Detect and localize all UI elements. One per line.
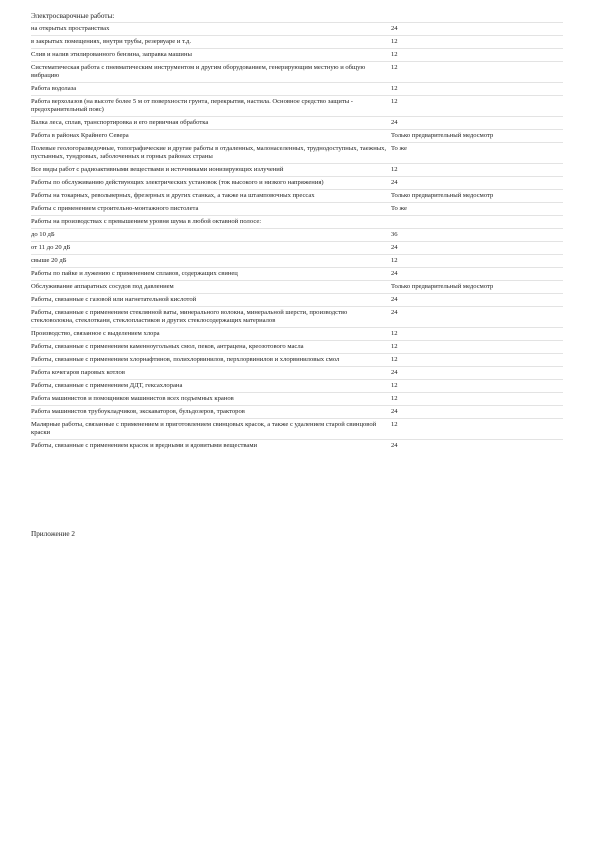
- period-cell: 24: [391, 369, 398, 376]
- table-row: [31, 176, 563, 189]
- table-row: [31, 116, 563, 129]
- period-cell: 24: [391, 25, 398, 32]
- table-row: [31, 61, 563, 82]
- period-cell: 12: [391, 356, 398, 363]
- period-cell: 12: [391, 85, 398, 92]
- table-row: [31, 379, 563, 392]
- period-cell: 12: [391, 257, 398, 264]
- table-row: [31, 366, 563, 379]
- work-type-cell: Работы, связанные с применением каменноугольных смол, пеков, антрацена, креозотового масла: [31, 343, 304, 350]
- table-row: [31, 228, 563, 241]
- work-type-cell: Работы по обслуживанию действующих электрических установок (ток высокого и низкого напряжения): [31, 179, 324, 186]
- work-type-cell: Работы на токарных, револьверных, фрезерных и других станках, а также на штамповочных прессах: [31, 192, 315, 199]
- work-type-cell: Работа в районах Крайнего Севера: [31, 132, 129, 139]
- work-type-cell: Работа машинистов и помощников машинистов всех подъемных кранов: [31, 395, 234, 402]
- table-row: [31, 35, 563, 48]
- period-cell: Только предварительный медосмотр: [391, 192, 494, 199]
- work-type-cell: Все виды работ с радиоактивными веществами и источниками ионизирующих излучений: [31, 166, 284, 173]
- work-type-cell: Работа верхолазов (на высоте более 5 м от поверхности грунта, перекрытия, настила. Основное средство защиты - предохранительный пояс): [31, 98, 354, 113]
- table-row: [31, 189, 563, 202]
- table-row: [31, 340, 563, 353]
- period-cell: 24: [391, 244, 398, 251]
- period-cell: 12: [391, 166, 398, 173]
- period-cell: 12: [391, 38, 398, 45]
- table-row: [31, 392, 563, 405]
- period-cell: 12: [391, 382, 398, 389]
- section-heading: Электросварочные работы:: [31, 12, 115, 20]
- table-row: [31, 142, 563, 163]
- table-row: [31, 306, 563, 327]
- table-row: [31, 353, 563, 366]
- work-type-cell: Работа кочегаров паровых котлов: [31, 369, 125, 376]
- work-type-cell: Работы, связанные с применением красок и вредными и ядовитыми веществами: [31, 442, 258, 449]
- appendix-label: Приложение 2: [31, 530, 75, 538]
- period-cell: 24: [391, 408, 398, 415]
- period-cell: Только предварительный медосмотр: [391, 132, 494, 139]
- period-cell: 12: [391, 51, 398, 58]
- table-row: [31, 293, 563, 306]
- period-cell: 12: [391, 330, 398, 337]
- table-row: [31, 280, 563, 293]
- period-cell: Только предварительный медосмотр: [391, 283, 494, 290]
- work-type-cell: Работа водолаза: [31, 85, 77, 92]
- work-type-cell: Работы, связанные с применением хлорнафтинов, полихлорвинилов, перхлорвинилов и хлорвиниловых смол: [31, 356, 340, 363]
- period-cell: 24: [391, 119, 398, 126]
- work-type-cell: от 11 до 20 дБ: [31, 244, 71, 251]
- work-type-cell: в закрытых помещениях, внутри трубы, резервуаре и т.д.: [31, 38, 192, 45]
- work-type-cell: Работы, связанные с применением ДДТ, гексахлорана: [31, 382, 183, 389]
- table-row: [31, 48, 563, 61]
- table-row: [31, 267, 563, 280]
- work-type-cell: Валка леса, сплав, транспортировка и его первичная обработка: [31, 119, 209, 126]
- period-cell: 24: [391, 309, 398, 316]
- table-row: [31, 129, 563, 142]
- table-row: [31, 163, 563, 176]
- work-type-cell: Работы на производствах с превышением уровня шума в любой октавной полосе:: [31, 218, 262, 225]
- work-type-cell: Работы, связанные с применением стеклянной ваты, минерального волокна, минеральной шерсти, производство стекловолокна, стеклоткани, стеклопластиков и других стеклосодержащих материалов: [31, 309, 348, 324]
- work-periodicity-table: [31, 22, 563, 452]
- period-cell: [391, 218, 563, 226]
- work-type-cell: Малярные работы, связанные с применением и приготовлением свинцовых красок, а также с удалением старой свинцовой краски: [31, 421, 377, 436]
- work-type-cell: Обслуживание аппаратных сосудов под давлением: [31, 283, 174, 290]
- table-row: [31, 439, 563, 452]
- period-cell: То же: [391, 205, 407, 212]
- work-type-cell: Систематическая работа с пневматическим инструментом и другим оборудованием, генерирующим местную и общую вибрацию: [31, 64, 366, 79]
- period-cell: 36: [391, 231, 398, 238]
- work-type-cell: на открытых пространствах: [31, 25, 110, 32]
- work-type-cell: Работы, связанные с газовой или нагнетательной кислотой: [31, 296, 197, 303]
- table-row: [31, 418, 563, 439]
- period-cell: 12: [391, 343, 398, 350]
- work-type-cell: до 10 дБ: [31, 231, 55, 238]
- work-type-cell: Полевые геологоразведочные, топографические и другие работы в отдаленных, малонаселенных, труднодоступных, таежных, пустынных, тундровых, заболоченных и горных районах страны: [31, 145, 387, 160]
- period-cell: 12: [391, 395, 398, 402]
- period-cell: 24: [391, 296, 398, 303]
- table-row: [31, 254, 563, 267]
- table-row: [31, 241, 563, 254]
- table-row: [31, 82, 563, 95]
- period-cell: 12: [391, 98, 398, 105]
- period-cell: 24: [391, 442, 398, 449]
- table-row: [31, 405, 563, 418]
- table-row: [31, 202, 563, 215]
- period-cell: 12: [391, 421, 398, 428]
- work-type-cell: Работы с применением строительно-монтажного пистолета: [31, 205, 199, 212]
- work-type-cell: Работа машинистов трубоукладчиков, экскаваторов, бульдозеров, тракторов: [31, 408, 245, 415]
- work-type-cell: Слив и налив этилированного бензина, заправка машины: [31, 51, 192, 58]
- table-row: [31, 215, 563, 228]
- period-cell: 24: [391, 270, 398, 277]
- work-type-cell: свыше 20 дБ: [31, 257, 67, 264]
- work-type-cell: Работы по пайке и лужению с применением сплавов, содержащих свинец: [31, 270, 238, 277]
- period-cell: 24: [391, 179, 398, 186]
- period-cell: То же: [391, 145, 407, 152]
- work-type-cell: Производство, связанное с выделением хлора: [31, 330, 160, 337]
- table-row: [31, 327, 563, 340]
- period-cell: 12: [391, 64, 398, 71]
- table-row: [31, 22, 563, 35]
- table-row: [31, 95, 563, 116]
